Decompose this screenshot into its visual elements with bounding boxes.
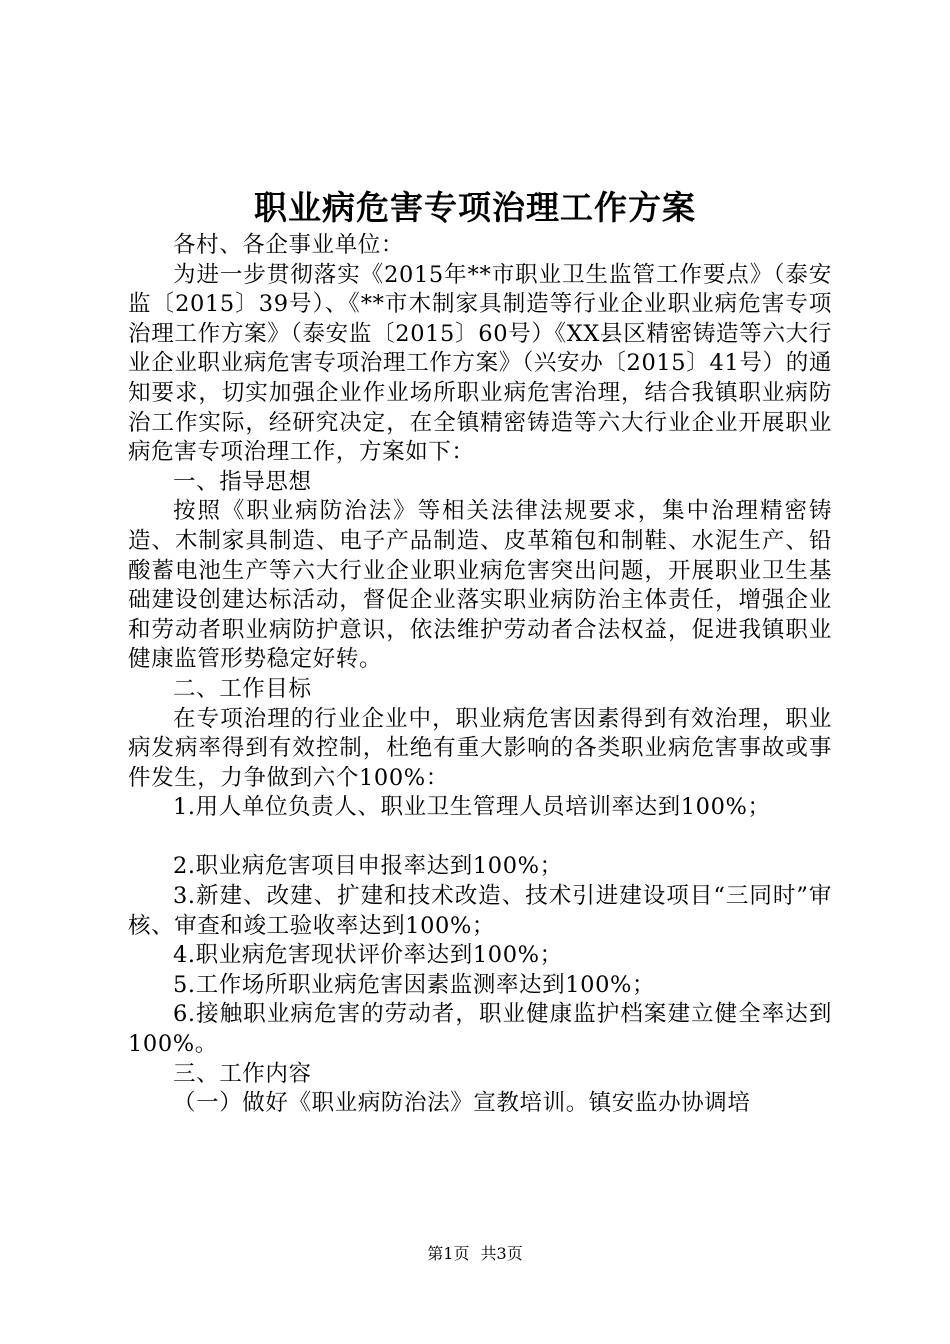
work-goals-paragraph: 在专项治理的行业企业中，职业病危害因素得到有效治理，职业病发病率得到有效控制，杜绝有重大影响的各类职业病危害事故或事件发生，力争做到六个100%：: [128, 705, 832, 791]
goal-item-1: 1.用人单位负责人、职业卫生管理人员培训率达到100%；: [173, 794, 771, 821]
goal-item-6: 6.接触职业病危害的劳动者，职业健康监护档案建立健全率达到100%。: [128, 1001, 832, 1058]
goal-item-2: 2.职业病危害项目申报率达到100%；: [173, 853, 563, 880]
goal-item-4: 4.职业病危害现状评价率达到100%；: [173, 942, 563, 969]
salutation: 各村、各企事业单位：: [173, 232, 405, 258]
section-heading-work-goals: 二、工作目标: [173, 675, 312, 702]
page-number: 第1页: [427, 1244, 470, 1263]
document-body: [128, 231, 832, 1119]
section-heading-guiding-ideology: 一、指导思想: [173, 468, 312, 495]
goal-item-3: 3.新建、改建、扩建和技术改造、技术引进建设项目“三同时”审核、审查和竣工验收率达到100%；: [128, 883, 832, 939]
guiding-ideology-paragraph: 按照《职业病防治法》等相关法律法规要求，集中治理精密铸造、木制家具制造、电子产品制造、皮革箱包和制鞋、水泥生产、铅酸蓄电池生产等六大行业企业职业病危害突出问题，开展职业卫生基础建设创建达标活动，督促企业落实职业病防治主体责任，增强企业和劳动者职业病防护意识，依法维护劳动者合法权益，促进我镇职业健康监管形势稳定好转。: [128, 498, 832, 673]
goal-item-5: 5.工作场所职业病危害因素监测率达到100%；: [173, 971, 656, 998]
section-heading-work-content: 三、工作内容: [173, 1060, 312, 1087]
work-content-item-1: （一）做好《职业病防治法》宣教培训。镇安监办协调培: [173, 1090, 751, 1117]
page-footer: [0, 1244, 950, 1264]
intro-paragraph: 为进一步贯彻落实《2015年**市职业卫生监管工作要点》（泰安监〔2015〕39号）、《**市木制家具制造等行业企业职业病危害专项治理工作方案》（泰安监〔2015〕60号）《XX县区精密铸造等六大行业企业职业病危害专项治理工作方案》（兴安办〔2015〕41号）的通知要求，切实加强企业作业场所职业病危害治理，结合我镇职业病防治工作实际，经研究决定，在全镇精密铸造等六大行业企业开展职业病危害专项治理工作，方案如下：: [128, 261, 832, 466]
document-title: 职业病危害专项治理工作方案: [254, 188, 696, 227]
page-total: 共3页: [480, 1244, 523, 1263]
